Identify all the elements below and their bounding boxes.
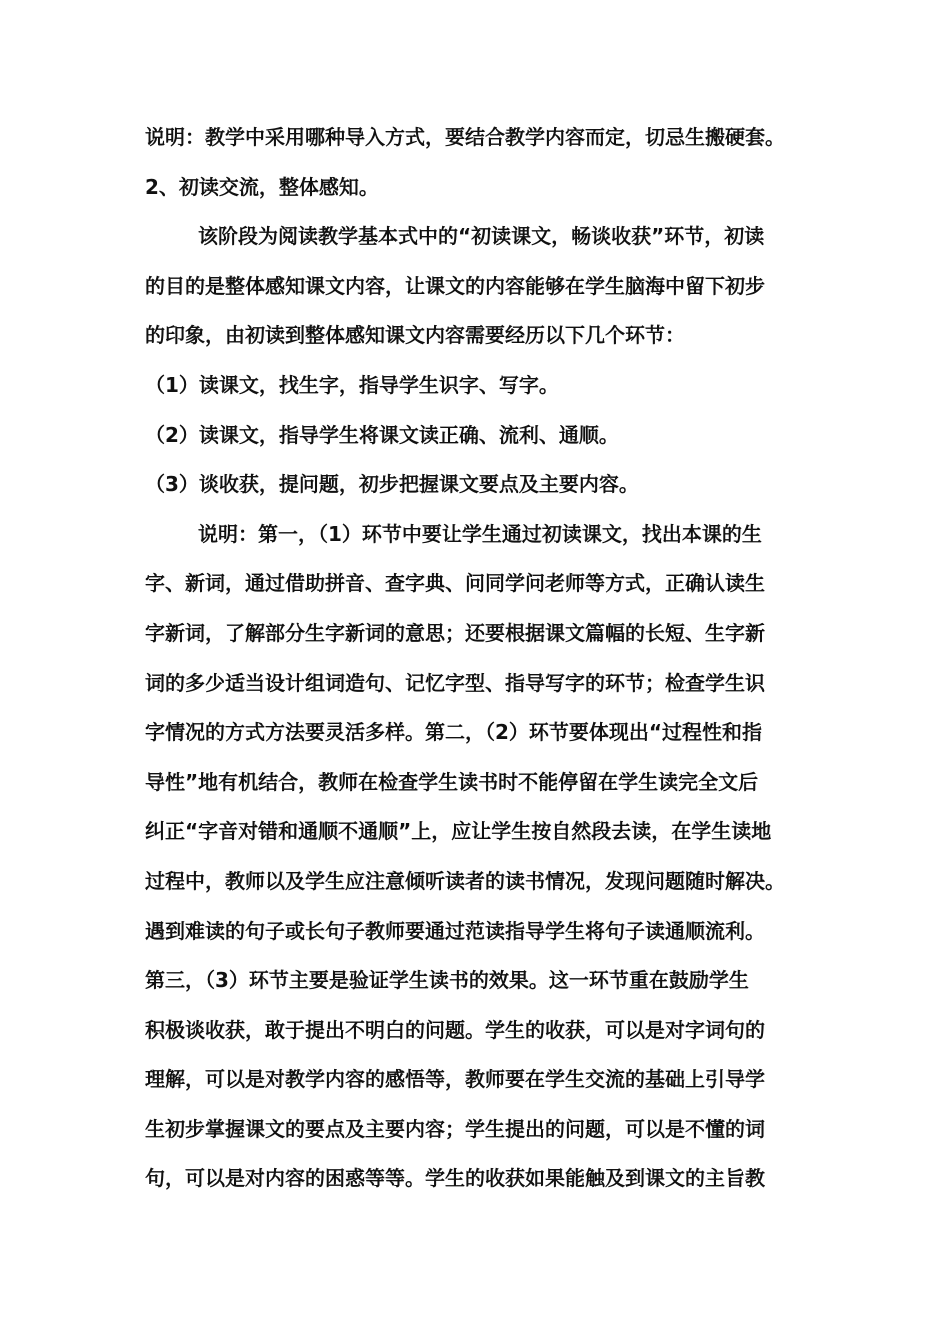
text-line: 理解，可以是对教学内容的感悟等，教师要在学生交流的基础上引导学 xyxy=(145,1067,765,1092)
text-line: 导性”地有机结合，教师在检查学生读书时不能停留在学生读完全文后 xyxy=(145,769,759,794)
text-line: 积极谈收获，敢于提出不明白的问题。学生的收获，可以是对字词句的 xyxy=(145,1017,765,1042)
text-line: 纠正“字音对错和通顺不通顺”上，应让学生按自然段去读，在学生读地 xyxy=(145,819,772,844)
text-line: 生初步掌握课文的要点及主要内容；学生提出的问题，可以是不懂的词 xyxy=(145,1116,765,1141)
text-line: 遇到难读的句子或长句子教师要通过范读指导学生将句子读通顺流利。 xyxy=(145,918,765,943)
text-line: 的印象，由初读到整体感知课文内容需要经历以下几个环节： xyxy=(145,323,685,348)
text-line: 词的多少适当设计组词造句、记忆字型、指导写字的环节；检查学生识 xyxy=(145,670,765,695)
text-line: 第三，（3）环节主要是验证学生读书的效果。这一环节重在鼓励学生 xyxy=(145,968,749,993)
text-line: 字情况的方式方法要灵活多样。第二，（2）环节要体现出“过程性和指 xyxy=(145,720,763,745)
list-item: （3）谈收获，提问题，初步把握课文要点及主要内容。 xyxy=(145,472,639,497)
text-line: 说明：第一，（1）环节中要让学生通过初读课文，找出本课的生 xyxy=(198,521,762,546)
section-heading: 2、初读交流，整体感知。 xyxy=(145,174,379,199)
list-item: （1）读课文，找生字，指导学生识字、写字。 xyxy=(145,372,559,397)
text-line: 字、新词，通过借助拼音、查字典、问同学问老师等方式，正确认读生 xyxy=(145,571,765,596)
text-line: 字新词，了解部分生字新词的意思；还要根据课文篇幅的长短、生字新 xyxy=(145,620,765,645)
text-line: 该阶段为阅读教学基本式中的“初读课文，畅谈收获”环节，初读 xyxy=(198,224,765,249)
text-line: 说明：教学中采用哪种导入方式，要结合教学内容而定，切忌生搬硬套。 xyxy=(145,125,785,149)
document-body xyxy=(145,113,810,1204)
text-line: 句，可以是对内容的困惑等等。学生的收获如果能触及到课文的主旨教 xyxy=(145,1166,765,1191)
list-item: （2）读课文，指导学生将课文读正确、流利、通顺。 xyxy=(145,422,619,447)
text-line: 的目的是整体感知课文内容，让课文的内容能够在学生脑海中留下初步 xyxy=(145,273,765,298)
text-line: 过程中，教师以及学生应注意倾听读者的读书情况，发现问题随时解决。 xyxy=(145,868,785,893)
